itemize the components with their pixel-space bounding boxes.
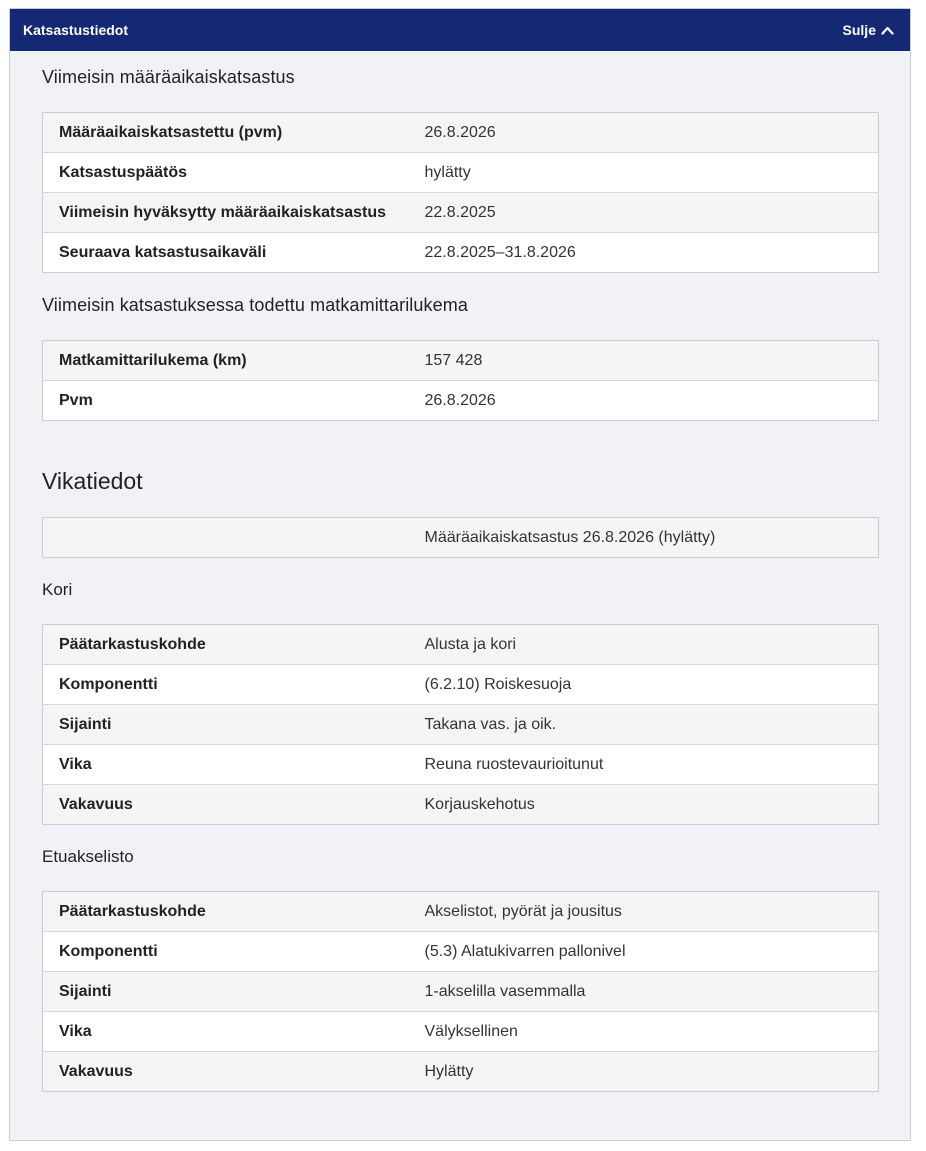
row-label: Määräaikaiskatsastettu (pvm) <box>43 113 409 153</box>
row-value: hylätty <box>409 153 879 193</box>
row-value: 26.8.2026 <box>409 381 879 421</box>
table-row <box>43 193 879 233</box>
table-row <box>43 1052 879 1092</box>
row-label: Sijainti <box>43 972 409 1012</box>
fault-group-title: Etuakselisto <box>42 847 134 866</box>
table-row <box>43 785 879 825</box>
panel-title: Katsastustiedot <box>23 22 129 38</box>
row-value: 157 428 <box>409 341 879 381</box>
row-value: (6.2.10) Roiskesuoja <box>409 665 879 705</box>
row-value: Hylätty <box>409 1052 879 1092</box>
fault-group-title: Kori <box>42 580 73 599</box>
row-label: Seuraava katsastusaikaväli <box>43 233 409 273</box>
odometer-heading: Viimeisin katsastuksessa todettu matkamittarilukema <box>42 295 468 315</box>
panel-content <box>10 67 910 1092</box>
row-label <box>43 518 409 558</box>
row-value: 22.8.2025 <box>409 193 879 233</box>
fault-group-table <box>42 624 879 825</box>
table-row <box>43 153 879 193</box>
inspection-details-panel <box>9 8 911 1141</box>
row-value: Määräaikaiskatsastus 26.8.2026 (hylätty) <box>409 518 879 558</box>
table-row <box>43 745 879 785</box>
table-row <box>43 665 879 705</box>
close-button[interactable] <box>843 22 897 38</box>
row-value: (5.3) Alatukivarren pallonivel <box>409 932 879 972</box>
fault-group-table <box>42 891 879 1092</box>
row-label: Vakavuus <box>43 1052 409 1092</box>
fault-inspection-table <box>42 517 879 558</box>
row-value: 22.8.2025–31.8.2026 <box>409 233 879 273</box>
faults-heading: Vikatiedot <box>42 468 143 494</box>
table-row <box>43 932 879 972</box>
row-value: 26.8.2026 <box>409 113 879 153</box>
table-row <box>43 518 879 558</box>
table-row <box>43 1012 879 1052</box>
row-value: Korjauskehotus <box>409 785 879 825</box>
table-row <box>43 892 879 932</box>
odometer-table <box>42 340 879 421</box>
panel-header <box>10 9 910 51</box>
chevron-up-icon <box>881 26 894 35</box>
row-label: Komponentti <box>43 665 409 705</box>
row-value: 1-akselilla vasemmalla <box>409 972 879 1012</box>
row-value: Akselistot, pyörät ja jousitus <box>409 892 879 932</box>
table-row <box>43 341 879 381</box>
table-row <box>43 113 879 153</box>
row-label: Pvm <box>43 381 409 421</box>
close-button-label: Sulje <box>842 22 876 38</box>
table-row <box>43 972 879 1012</box>
periodic-inspection-table <box>42 112 879 273</box>
table-row <box>43 625 879 665</box>
table-row <box>43 381 879 421</box>
table-row <box>43 233 879 273</box>
row-label: Sijainti <box>43 705 409 745</box>
row-label: Päätarkastuskohde <box>43 625 409 665</box>
periodic-inspection-heading: Viimeisin määräaikaiskatsastus <box>42 67 295 87</box>
row-label: Komponentti <box>43 932 409 972</box>
row-label: Päätarkastuskohde <box>43 892 409 932</box>
row-label: Vika <box>43 1012 409 1052</box>
row-value: Välyksellinen <box>409 1012 879 1052</box>
row-label: Vika <box>43 745 409 785</box>
row-value: Takana vas. ja oik. <box>409 705 879 745</box>
row-label: Matkamittarilukema (km) <box>43 341 409 381</box>
row-label: Vakavuus <box>43 785 409 825</box>
table-row <box>43 705 879 745</box>
row-value: Alusta ja kori <box>409 625 879 665</box>
row-value: Reuna ruostevaurioitunut <box>409 745 879 785</box>
row-label: Katsastuspäätös <box>43 153 409 193</box>
row-label: Viimeisin hyväksytty määräaikaiskatsastus <box>43 193 409 233</box>
